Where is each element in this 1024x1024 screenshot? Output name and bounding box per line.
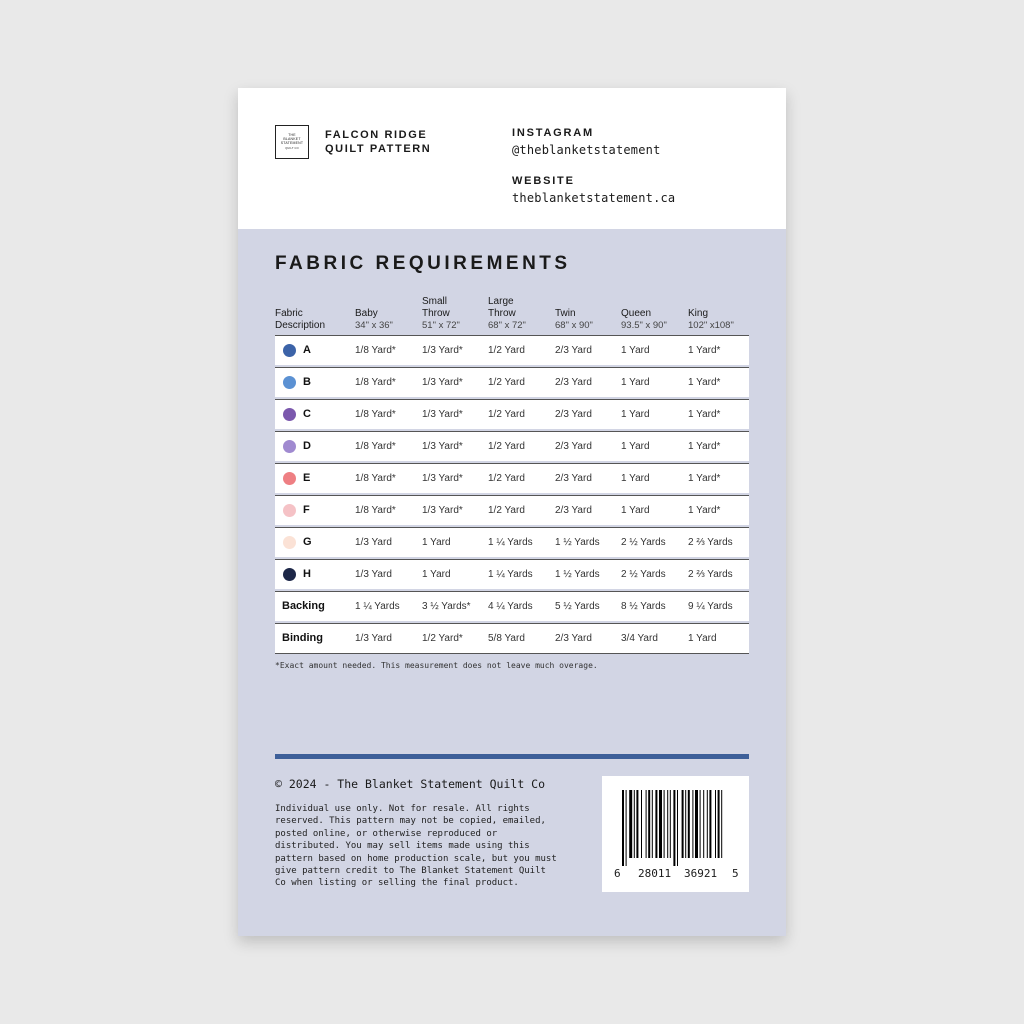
row-label: D (303, 440, 311, 452)
table-cell: 1/3 Yard* (422, 441, 463, 452)
table-cell: 1/8 Yard* (355, 441, 396, 452)
legal-line: posted online, or otherwise reproduced or (275, 828, 498, 839)
table-cell: 2/3 Yard (555, 441, 592, 452)
column-header-1 (355, 308, 393, 332)
table-row (275, 495, 749, 525)
column-name: Large (488, 296, 514, 307)
barcode (602, 776, 749, 892)
table-cell: 1/3 Yard (355, 537, 392, 548)
table-cell: 1/8 Yard* (355, 473, 396, 484)
barcode-bars (620, 790, 731, 866)
table-row (275, 623, 749, 654)
barcode-bar (709, 790, 711, 858)
barcode-bar (646, 790, 647, 858)
instagram-label: INSTAGRAM (512, 127, 594, 139)
table-cell: 1/3 Yard* (422, 345, 463, 356)
barcode-bar (715, 790, 716, 858)
barcode-bar (659, 790, 662, 858)
column-header-3 (488, 296, 526, 332)
swatch-dot (283, 440, 296, 453)
table-cell: 1/3 Yard* (422, 377, 463, 388)
table-row (275, 559, 749, 589)
row-label: C (303, 408, 311, 420)
website-url[interactable]: theblanketstatement.ca (512, 191, 676, 205)
table-cell: 1 Yard (621, 505, 650, 516)
barcode-digit-group: 36921 (684, 867, 718, 880)
barcode-bar (682, 790, 684, 858)
table-cell: 1 ¼ Yards (488, 537, 533, 548)
table-cell: 1/2 Yard (488, 473, 525, 484)
barcode-bar (688, 790, 690, 858)
table-row (275, 335, 749, 365)
table-cell: 2/3 Yard (555, 473, 592, 484)
table-cell: 5 ½ Yards (555, 601, 600, 612)
column-dimension: 34" x 36" (355, 320, 393, 331)
table-cell: 2/3 Yard (555, 377, 592, 388)
table-row (275, 399, 749, 429)
column-name: Baby (355, 308, 378, 319)
table-cell: 1/3 Yard (355, 633, 392, 644)
table-cell: 1/8 Yard* (355, 505, 396, 516)
header-band (238, 88, 786, 229)
barcode-bar (670, 790, 671, 858)
table-cell: 1 Yard (422, 569, 451, 580)
table-cell: 1 ½ Yards (555, 537, 600, 548)
barcode-bar (692, 790, 693, 858)
row-label: A (303, 344, 311, 356)
table-cell: 1/8 Yard* (355, 409, 396, 420)
table-cell: 3/4 Yard (621, 633, 658, 644)
table-row (275, 431, 749, 461)
barcode-bar (664, 790, 665, 858)
table-cell: 4 ¼ Yards (488, 601, 533, 612)
legal-line: give pattern credit to The Blanket Statement Quilt (275, 866, 546, 877)
column-name: Throw (488, 308, 516, 319)
table-cell: 3 ½ Yards* (422, 601, 471, 612)
table-cell: 1/8 Yard* (355, 377, 396, 388)
legal-text (275, 803, 595, 890)
table-cell: 1/2 Yard (488, 409, 525, 420)
table-cell: 1 Yard (621, 473, 650, 484)
table-cell: 1 Yard* (688, 345, 721, 356)
column-dimension: 68" x 90" (555, 320, 593, 331)
barcode-bar (626, 790, 627, 866)
column-name: King (688, 308, 709, 319)
table-cell: 1 Yard (621, 345, 650, 356)
table-cell: 9 ¼ Yards (688, 601, 733, 612)
table-cell: 1/3 Yard* (422, 473, 463, 484)
table-cell: 1/3 Yard* (422, 505, 463, 516)
row-label: G (303, 536, 312, 548)
pattern-back-cover (238, 88, 786, 936)
table-cell: 1 ½ Yards (555, 569, 600, 580)
fabric-table (275, 335, 749, 656)
row-label: E (303, 472, 311, 484)
pattern-title: FALCON RIDGE QUILT PATTERN (325, 129, 432, 155)
column-dimension: 93.5" x 90" (621, 320, 667, 331)
row-label: F (303, 504, 310, 516)
column-header-6 (688, 308, 734, 332)
barcode-bar (641, 790, 642, 858)
table-cell: 2/3 Yard (555, 505, 592, 516)
column-header-5 (621, 308, 667, 332)
table-cell: 2 ⅔ Yards (688, 569, 733, 580)
table-row (275, 367, 749, 397)
barcode-bar (695, 790, 698, 858)
barcode-bar (718, 790, 720, 858)
swatch-dot (283, 376, 296, 389)
column-header-4 (555, 308, 593, 332)
table-cell: 1 Yard (621, 409, 650, 420)
table-cell: 5/8 Yard (488, 633, 525, 644)
row-label: B (303, 376, 311, 388)
table-cell: 2/3 Yard (555, 345, 592, 356)
website-label: WEBSITE (512, 175, 575, 187)
table-cell: 1/2 Yard (488, 345, 525, 356)
table-row (275, 527, 749, 557)
legal-line: Co when listing or selling the final product. (275, 878, 519, 889)
table-cell: 1 Yard (688, 633, 717, 644)
table-cell: 1 Yard* (688, 377, 721, 388)
column-dimension: 51" x 72" (422, 320, 460, 331)
barcode-bar (629, 790, 632, 858)
table-cell: 1/3 Yard* (422, 409, 463, 420)
barcode-bar (673, 790, 675, 866)
swatch-dot (283, 536, 296, 549)
swatch-dot (283, 408, 296, 421)
table-cell: 1/2 Yard* (422, 633, 463, 644)
website-block (512, 174, 675, 206)
barcode-bar (622, 790, 624, 866)
legal-line: distributed. You may sell items made using this (275, 841, 530, 852)
table-cell: 1 Yard* (688, 441, 721, 452)
column-name: Small (422, 296, 448, 307)
section-heading: FABRIC REQUIREMENTS (275, 253, 571, 274)
table-row (275, 591, 749, 621)
barcode-bar (667, 790, 668, 858)
column-header-0 (275, 308, 325, 332)
table-cell: 1 Yard (422, 537, 451, 548)
barcode-bar (721, 790, 722, 858)
barcode-bar (648, 790, 650, 858)
table-cell: 1 ¼ Yards (355, 601, 400, 612)
barcode-bar (652, 790, 653, 858)
legal-line: pattern based on home production scale, but you must (275, 853, 557, 864)
barcode-digit-group: 6 (614, 867, 621, 880)
divider-bar (275, 754, 749, 759)
column-name: Twin (555, 308, 576, 319)
barcode-bar (655, 790, 657, 858)
swatch-dot (283, 568, 296, 581)
table-row (275, 463, 749, 493)
table-cell: 8 ½ Yards (621, 601, 666, 612)
table-cell: 1/2 Yard (488, 441, 525, 452)
barcode-digit-group: 28011 (638, 867, 672, 880)
swatch-dot (283, 504, 296, 517)
barcode-bar (685, 790, 686, 858)
barcode-digit-group: 5 (732, 867, 739, 880)
table-cell: 1/3 Yard (355, 569, 392, 580)
table-cell: 1 Yard (621, 377, 650, 388)
barcode-bar (700, 790, 701, 858)
barcode-bar (707, 790, 708, 858)
column-name: Throw (422, 308, 450, 319)
instagram-block (512, 126, 661, 158)
table-cell: 2 ½ Yards (621, 569, 666, 580)
table-cell: 1/8 Yard* (355, 345, 396, 356)
column-name: Queen (621, 308, 652, 319)
table-cell: 1 Yard* (688, 409, 721, 420)
barcode-bar (636, 790, 638, 858)
swatch-dot (283, 472, 296, 485)
legal-line: Individual use only. Not for resale. All rights (275, 804, 530, 814)
column-name: Fabric (275, 308, 303, 319)
column-header-2 (422, 296, 460, 332)
table-cell: 1 Yard (621, 441, 650, 452)
footnote: *Exact amount needed. This measurement does not leave much overage. (275, 661, 598, 670)
table-cell: 2 ½ Yards (621, 537, 666, 548)
barcode-bar (634, 790, 635, 858)
table-header (275, 294, 749, 332)
barcode-bar (703, 790, 704, 858)
brand-logo: THE BLANKET STATEMENT QUILT CO (275, 125, 309, 159)
row-label: H (303, 568, 311, 580)
table-cell: 2/3 Yard (555, 633, 592, 644)
table-cell: 1 Yard* (688, 473, 721, 484)
table-cell: 1/2 Yard (488, 377, 525, 388)
column-name: Description (275, 320, 326, 331)
table-cell: 1 ¼ Yards (488, 569, 533, 580)
legal-line: reserved. This pattern may not be copied, emailed, (275, 816, 546, 827)
column-dimension: 68" x 72" (488, 320, 526, 331)
table-cell: 2/3 Yard (555, 409, 592, 420)
row-label: Binding (282, 632, 323, 644)
swatch-dot (283, 344, 296, 357)
barcode-bar (677, 790, 678, 866)
table-cell: 1 Yard* (688, 505, 721, 516)
copyright: © 2024 - The Blanket Statement Quilt Co (275, 777, 546, 791)
row-label: Backing (282, 600, 325, 612)
table-cell: 1/2 Yard (488, 505, 525, 516)
column-dimension: 102" x108" (688, 320, 734, 331)
table-cell: 2 ⅔ Yards (688, 537, 733, 548)
instagram-handle[interactable]: @theblanketstatement (512, 143, 661, 157)
